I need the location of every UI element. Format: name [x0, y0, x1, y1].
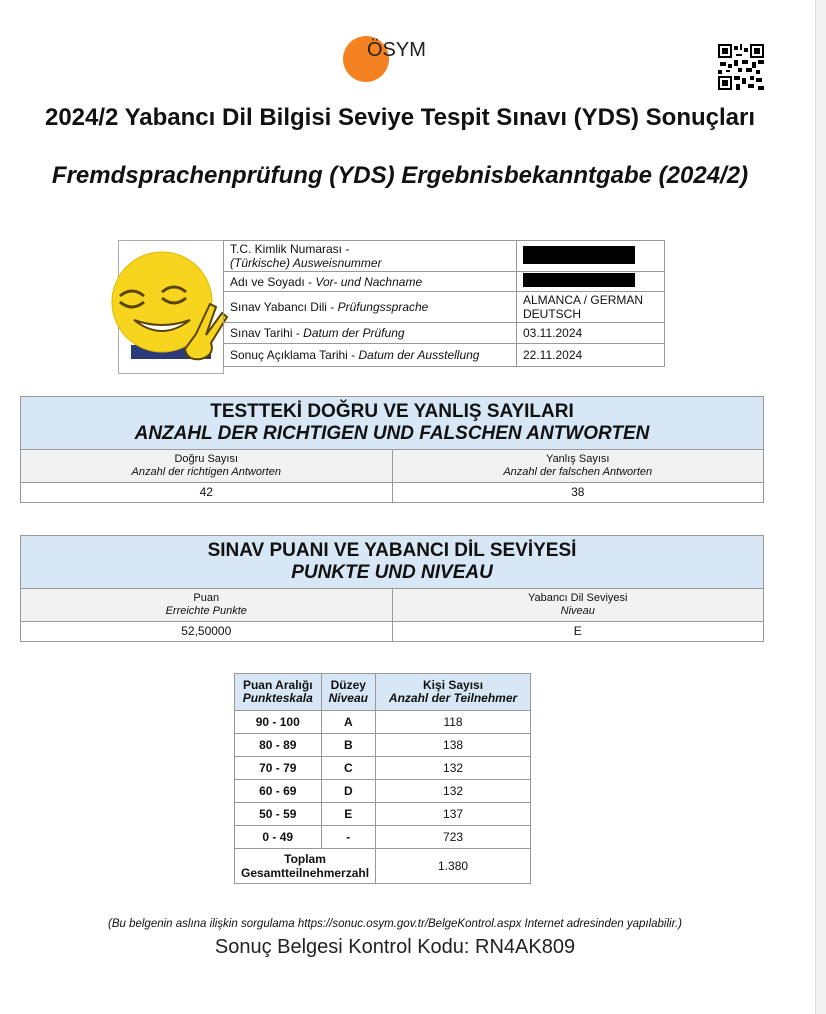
wrong-label: Yanlış Sayısı Anzahl der falschen Antworten	[392, 450, 764, 482]
points-value: 52,50000	[21, 622, 392, 641]
info-value: 22.11.2024	[517, 344, 665, 367]
info-label: Sınav Yabancı Dili - Prüfungssprache	[224, 292, 517, 323]
answers-values	[21, 483, 763, 502]
osym-logo	[343, 36, 453, 82]
table-header-row	[235, 674, 531, 711]
info-row-result-date	[224, 344, 665, 367]
answers-header	[21, 397, 763, 450]
candidate-info-table	[223, 240, 665, 367]
table-row: 60 - 69 D 132	[235, 780, 531, 803]
score-values	[21, 622, 763, 641]
answers-title-de: ANZAHL DER RICHTIGEN UND FALSCHEN ANTWORTEN	[134, 423, 650, 444]
info-row-id	[224, 241, 665, 272]
peace-emoji-sticker	[104, 250, 228, 362]
score-panel	[20, 535, 764, 642]
control-code: Sonuç Belgesi Kontrol Kodu: RN4AK809	[214, 936, 576, 958]
verification-note: (Bu belgenin aslına ilişkin sorgulama https://sonuc.osym.gov.tr/BelgeKontrol.aspx Internet adresinden yapılabilir.)	[107, 918, 683, 930]
score-labels	[21, 589, 763, 622]
answers-title-tr: TESTTEKİ DOĞRU VE YANLIŞ SAYILARI	[210, 401, 574, 422]
table-total-row: Toplam Gesamtteilnehmerzahl 1.380	[235, 849, 531, 884]
level-header: Düzey Niveau	[321, 674, 376, 711]
scrollbar[interactable]	[815, 0, 826, 1014]
page-title-de: Fremdsprachenprüfung (YDS) Ergebnisbekanntgabe (2024/2)	[51, 162, 749, 189]
total-count: 1.380	[376, 849, 531, 884]
info-row-exam-date	[224, 323, 665, 344]
correct-count: 42	[21, 483, 392, 502]
table-row: 70 - 79 C 132	[235, 757, 531, 780]
points-label: Puan Erreichte Punkte	[165, 592, 247, 617]
wrong-count: 38	[392, 483, 764, 502]
table-row: 50 - 59 E 137	[235, 803, 531, 826]
correct-label: Doğru Sayısı Anzahl der richtigen Antworten	[131, 453, 281, 478]
level-value: E	[392, 622, 764, 641]
table-row: 0 - 49 - 723	[235, 826, 531, 849]
score-title-tr: SINAV PUANI VE YABANCI DİL SEVİYESİ	[207, 540, 577, 561]
table-row: 80 - 89 B 138	[235, 734, 531, 757]
info-label: T.C. Kimlik Numarası - (Türkische) Ausweisnummer	[224, 241, 517, 272]
table-row: 90 - 100 A 118	[235, 711, 531, 734]
score-header	[21, 536, 763, 589]
count-header: Kişi Sayısı Anzahl der Teilnehmer	[376, 674, 531, 711]
info-value-redacted	[517, 272, 665, 292]
qr-code-icon	[718, 44, 764, 90]
range-header: Puan Aralığı Punkteskala	[235, 674, 322, 711]
info-value: 03.11.2024	[517, 323, 665, 344]
info-value: ALMANCA / GERMAN DEUTSCH	[517, 292, 665, 323]
info-label: Adı ve Soyadı - Vor- und Nachname	[224, 272, 517, 292]
info-label: Sınav Tarihi - Datum der Prüfung	[224, 323, 517, 344]
info-label: Sonuç Açıklama Tarihi - Datum der Ausstellung	[224, 344, 517, 367]
page-title-tr: 2024/2 Yabancı Dil Bilgisi Seviye Tespit Sınavı (YDS) Sonuçları	[44, 104, 756, 131]
info-row-name	[224, 272, 665, 292]
info-value-redacted	[517, 241, 665, 272]
score-distribution-table	[234, 673, 531, 884]
info-row-language	[224, 292, 665, 323]
level-label: Yabancı Dil Seviyesi Niveau	[392, 589, 764, 621]
score-title-de: PUNKTE UND NIVEAU	[291, 562, 493, 583]
answers-labels	[21, 450, 763, 483]
logo-text: ÖSYM	[367, 39, 426, 61]
answers-panel	[20, 396, 764, 503]
